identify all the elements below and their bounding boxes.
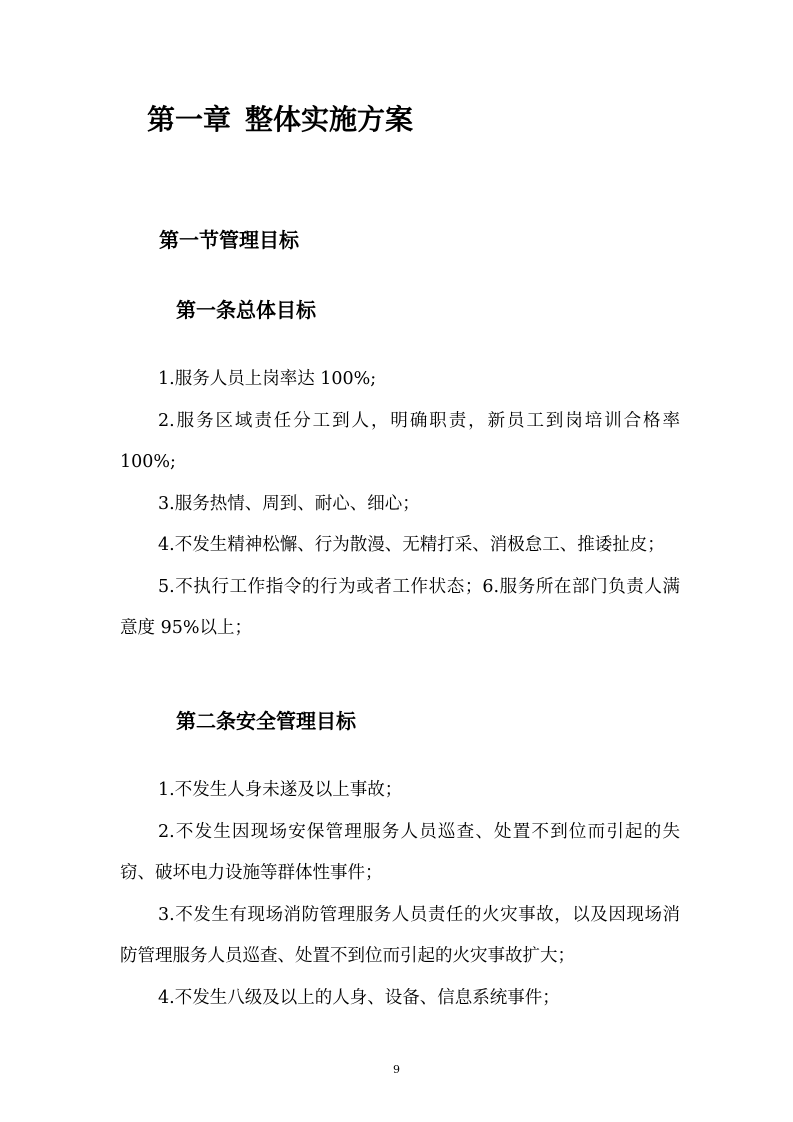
- chapter-title: [147, 98, 413, 142]
- safety-paragraph: 3.不发生有现场消防管理服务人员责任的火灾事故，以及因现场消防管理服务人员巡查、处置不到位而引起的火灾事故扩大；: [120, 904, 680, 966]
- goal-paragraph: 1.服务人员上岗率达 100%;: [158, 369, 377, 389]
- section-title: 第一节管理目标: [159, 228, 299, 252]
- safety-paragraph: 4.不发生八级及以上的人身、设备、信息系统事件；: [158, 987, 560, 1008]
- chapter-number: 第一章: [147, 103, 232, 136]
- safety-paragraph: 1.不发生人身未遂及以上事故；: [158, 780, 403, 800]
- goal-paragraph: 2.服务区域责任分工到人，明确职责，新员工到岗培训合格率 100%;: [120, 410, 680, 472]
- page-number: 9: [393, 1063, 400, 1076]
- safety-paragraph: 2.不发生因现场安保管理服务人员巡查、处置不到位而引起的失窃、破坏电力设施等群体性事件；: [120, 821, 680, 883]
- goal-paragraph: 4.不发生精神松懈、行为散漫、无精打采、消极怠工、推诿扯皮；: [158, 535, 665, 555]
- overall-goals-list: [120, 359, 680, 650]
- safety-goals-list: [120, 770, 680, 1019]
- article-title-overall-goals: 第一条总体目标: [176, 298, 316, 322]
- goal-paragraph: 5.不执行工作指令的行为或者工作状态；6.服务所在部门负责人满意度 95%以上；: [120, 576, 680, 638]
- article-title-safety-goals: 第二条安全管理目标: [176, 709, 356, 733]
- chapter-name: 整体实施方案: [245, 103, 414, 136]
- goal-paragraph: 3.服务热情、周到、耐心、细心；: [158, 493, 420, 514]
